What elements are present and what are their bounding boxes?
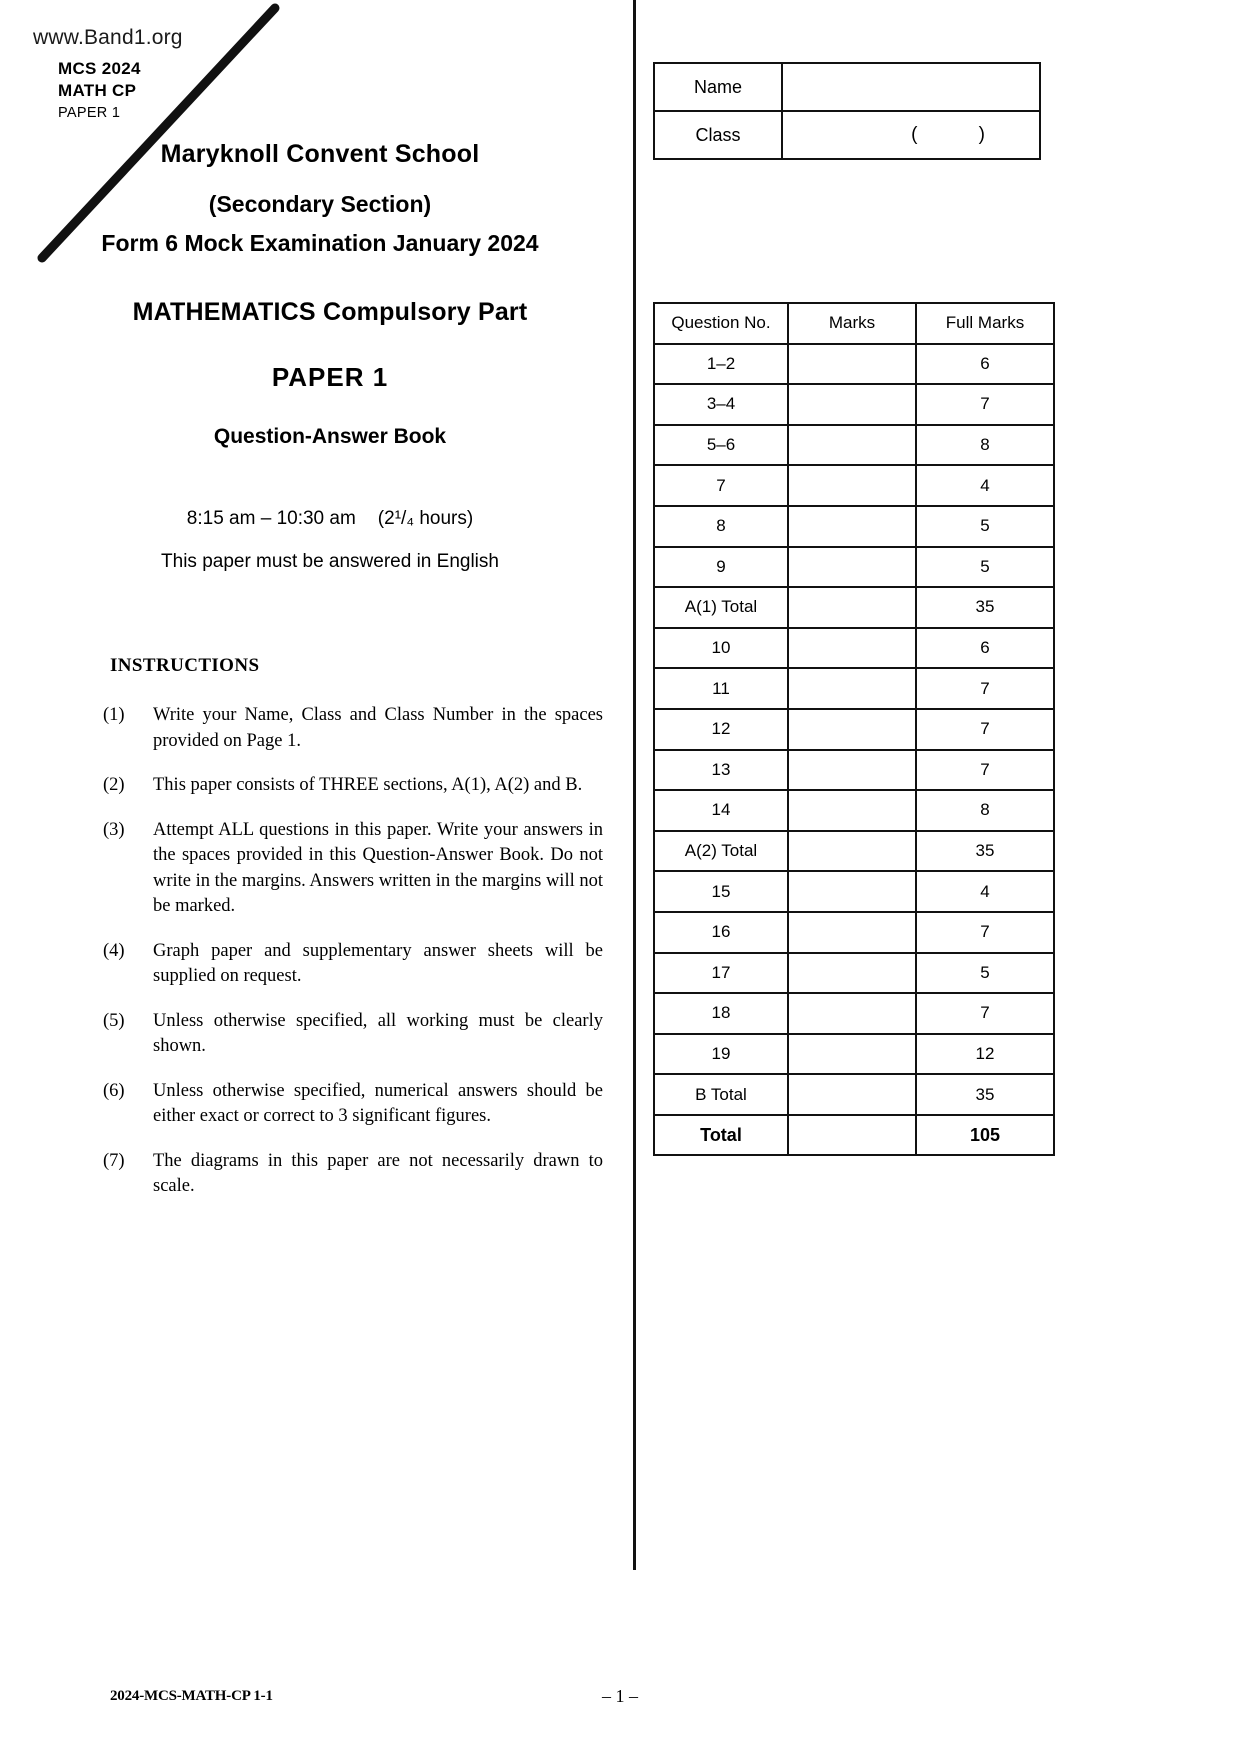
cell-question-no: 16 <box>654 912 788 953</box>
cell-full-marks: 35 <box>916 831 1054 872</box>
cell-marks-entry[interactable] <box>788 465 916 506</box>
instruction-item <box>103 818 603 920</box>
cell-full-marks: 8 <box>916 790 1054 831</box>
table-row <box>654 111 1040 159</box>
table-row <box>654 506 1054 547</box>
table-row <box>654 790 1054 831</box>
table-row <box>654 953 1054 994</box>
cell-full-marks: 5 <box>916 547 1054 588</box>
cell-question-no: 10 <box>654 628 788 669</box>
class-label: Class <box>654 111 782 159</box>
margin-divider-line <box>633 0 636 1570</box>
language-note: This paper must be answered in English <box>161 551 499 572</box>
table-row <box>654 912 1054 953</box>
table-row <box>654 465 1054 506</box>
instruction-text: Write your Name, Class and Class Number in the spaces provided on Page 1. <box>153 705 603 751</box>
cell-full-marks: 5 <box>916 506 1054 547</box>
cell-marks-entry[interactable] <box>788 790 916 831</box>
table-row <box>654 750 1054 791</box>
instructions-list <box>103 703 603 1219</box>
cell-full-marks: 5 <box>916 953 1054 994</box>
cell-question-no: A(2) Total <box>654 831 788 872</box>
instructions-title: INSTRUCTIONS <box>110 655 260 676</box>
instruction-item <box>103 1079 603 1130</box>
cell-marks-entry[interactable] <box>788 384 916 425</box>
table-row <box>654 547 1054 588</box>
class-number-brackets: ( ) <box>911 124 1013 145</box>
cell-marks-entry[interactable] <box>788 344 916 385</box>
paper-code-line2: MATH CP <box>58 80 137 100</box>
cell-full-marks: 7 <box>916 750 1054 791</box>
cell-marks-entry[interactable] <box>788 425 916 466</box>
cell-full-marks: 6 <box>916 628 1054 669</box>
cell-question-no: 14 <box>654 790 788 831</box>
instruction-text: Graph paper and supplementary answer sheets will be supplied on request. <box>153 940 603 987</box>
footer-paper-code: 2024-MCS-MATH-CP 1-1 <box>110 1688 273 1704</box>
exam-title: Form 6 Mock Examination January 2024 <box>101 230 539 256</box>
table-row <box>654 1074 1054 1115</box>
cell-question-no: 1–2 <box>654 344 788 385</box>
table-row <box>654 628 1054 669</box>
cell-marks-entry[interactable] <box>788 547 916 588</box>
cell-full-marks: 7 <box>916 993 1054 1034</box>
instruction-text: This paper consists of THREE sections, A(1), A(2) and B. <box>153 775 583 796</box>
header-question-no: Question No. <box>654 303 788 344</box>
instruction-number: (5) <box>103 1010 125 1031</box>
cell-full-marks: 6 <box>916 344 1054 385</box>
table-row <box>654 587 1054 628</box>
name-label: Name <box>654 63 782 111</box>
cell-full-marks: 7 <box>916 709 1054 750</box>
cell-marks-entry[interactable] <box>788 1074 916 1115</box>
instruction-number: (3) <box>103 819 125 840</box>
school-name: Maryknoll Convent School <box>160 140 480 168</box>
instruction-item <box>103 1009 603 1060</box>
watermark-text: www.Band1.org <box>33 26 183 49</box>
table-row <box>654 993 1054 1034</box>
exam-time-line <box>30 508 630 530</box>
table-row <box>654 709 1054 750</box>
cell-marks-entry[interactable] <box>788 953 916 994</box>
cell-question-no: 5–6 <box>654 425 788 466</box>
header-marks: Marks <box>788 303 916 344</box>
cell-marks-entry[interactable] <box>788 831 916 872</box>
paper-code-line3: PAPER 1 <box>58 104 121 121</box>
cell-question-no: 11 <box>654 668 788 709</box>
instruction-number: (2) <box>103 775 125 796</box>
table-row <box>654 668 1054 709</box>
table-row <box>654 871 1054 912</box>
cell-question-no: 19 <box>654 1034 788 1075</box>
cell-question-no: 12 <box>654 709 788 750</box>
cell-full-marks: 7 <box>916 912 1054 953</box>
cell-question-no: 8 <box>654 506 788 547</box>
table-row <box>654 384 1054 425</box>
cell-question-no: 13 <box>654 750 788 791</box>
exam-heading <box>30 140 610 257</box>
cell-question-no: A(1) Total <box>654 587 788 628</box>
header-full-marks: Full Marks <box>916 303 1054 344</box>
cell-marks-entry[interactable] <box>788 993 916 1034</box>
exam-time: 8:15 am – 10:30 am <box>186 508 356 529</box>
cell-marks-entry[interactable] <box>788 628 916 669</box>
instruction-number: (7) <box>103 1150 125 1171</box>
footer-page-number: – 1 – <box>602 1686 638 1706</box>
subject-title: MATHEMATICS Compulsory Part <box>132 298 528 326</box>
instruction-text: The diagrams in this paper are not necessarily drawn to scale. <box>153 1150 603 1197</box>
name-input-field[interactable] <box>782 63 1040 111</box>
cell-marks-entry[interactable] <box>788 1115 916 1156</box>
table-row <box>654 344 1054 385</box>
cell-full-marks: 7 <box>916 668 1054 709</box>
cell-marks-entry[interactable] <box>788 587 916 628</box>
cell-full-marks: 105 <box>916 1115 1054 1156</box>
cell-question-no: Total <box>654 1115 788 1156</box>
cell-question-no: 17 <box>654 953 788 994</box>
cell-marks-entry[interactable] <box>788 668 916 709</box>
cell-full-marks: 8 <box>916 425 1054 466</box>
cell-marks-entry[interactable] <box>788 506 916 547</box>
cell-full-marks: 4 <box>916 871 1054 912</box>
cell-question-no: B Total <box>654 1074 788 1115</box>
marks-summary-table <box>653 302 1055 1156</box>
class-input-field[interactable] <box>782 111 1040 159</box>
paper-number: PAPER 1 <box>271 362 389 392</box>
instruction-number: (6) <box>103 1080 125 1101</box>
paper-code-line1: MCS 2024 <box>58 59 141 78</box>
instruction-text: Unless otherwise specified, all working must be clearly shown. <box>153 1010 603 1057</box>
instruction-number: (4) <box>103 940 125 961</box>
cell-full-marks: 12 <box>916 1034 1054 1075</box>
cell-question-no: 9 <box>654 547 788 588</box>
table-row <box>654 1115 1054 1156</box>
cell-question-no: 15 <box>654 871 788 912</box>
cell-marks-entry[interactable] <box>788 1034 916 1075</box>
instruction-text: Attempt ALL questions in this paper. Write your answers in the spaces provided in this Question-Answer Book. Do not write in the margins. Answers written in the margins will not be marked. <box>153 819 603 917</box>
paper-code-block <box>58 58 141 122</box>
book-type-label: Question-Answer Book <box>213 425 447 448</box>
instruction-number: (1) <box>103 705 125 725</box>
instruction-text: Unless otherwise specified, numerical answers should be either exact or correct to 3 significant figures. <box>153 1080 603 1127</box>
cell-marks-entry[interactable] <box>788 709 916 750</box>
school-section: (Secondary Section) <box>208 191 432 217</box>
cell-question-no: 3–4 <box>654 384 788 425</box>
table-row <box>654 831 1054 872</box>
cell-full-marks: 7 <box>916 384 1054 425</box>
cell-marks-entry[interactable] <box>788 871 916 912</box>
cell-full-marks: 35 <box>916 587 1054 628</box>
instruction-item <box>103 1149 603 1200</box>
table-row <box>654 63 1040 111</box>
table-row <box>654 1034 1054 1075</box>
cell-marks-entry[interactable] <box>788 750 916 791</box>
cell-full-marks: 35 <box>916 1074 1054 1115</box>
table-header-row <box>654 303 1054 344</box>
instruction-item <box>103 939 603 990</box>
cell-full-marks: 4 <box>916 465 1054 506</box>
exam-duration: (2¹/₄ hours) <box>377 508 474 529</box>
instruction-item <box>103 773 603 799</box>
cell-question-no: 18 <box>654 993 788 1034</box>
cell-question-no: 7 <box>654 465 788 506</box>
candidate-info-table <box>653 62 1041 160</box>
instruction-item <box>103 703 603 754</box>
table-row <box>654 425 1054 466</box>
cell-marks-entry[interactable] <box>788 912 916 953</box>
